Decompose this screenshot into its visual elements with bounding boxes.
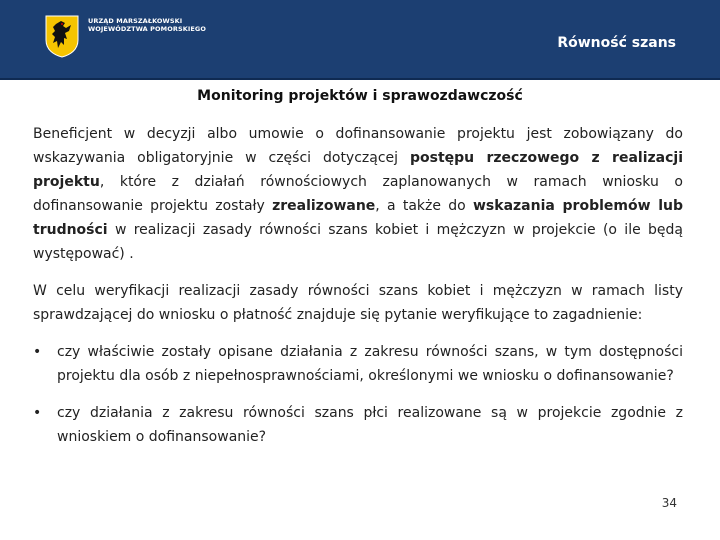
griffin-coat-of-arms-icon — [44, 14, 80, 58]
page-number: 34 — [661, 496, 677, 510]
org-line-2: WOJEWÓDZTWA POMORSKIEGO — [88, 25, 206, 33]
bullet-text: czy działania z zakresu równości szans płci realizowane są w projekcie zgodnie z wnioskiem o dofinansowanie? — [57, 405, 683, 445]
slide-body — [33, 122, 683, 462]
org-line-1: URZĄD MARSZAŁKOWSKI — [88, 17, 183, 25]
paragraph-1-bold-1: postępu rzeczowego z realizacji projektu — [33, 150, 683, 190]
list-item — [33, 340, 683, 388]
bullet-icon: • — [33, 344, 42, 360]
paragraph-1-text-3: , a także do — [375, 198, 473, 214]
paragraph-1-bold-2: zrealizowane — [272, 198, 376, 214]
organization-name — [88, 17, 206, 33]
paragraph-obligations — [33, 122, 683, 266]
bullet-list — [33, 340, 683, 449]
slide-subtitle: Monitoring projektów i sprawozdawczość — [197, 88, 523, 104]
section-title: Równość szans — [557, 35, 676, 51]
list-item — [33, 401, 683, 449]
paragraph-1-bold-3: wskazania problemów lub trudności — [33, 198, 684, 238]
header-bar — [0, 0, 720, 78]
paragraph-1-text-4: w realizacji zasady równości szans kobiet i mężczyzn w projekcie (o ile będą występować) . — [33, 222, 683, 262]
paragraph-verification: W celu weryfikacji realizacji zasady równości szans kobiet i mężczyzn w ramach listy sprawdzającej do wniosku o płatność znajduje się pytanie weryfikujące to zagadnienie: — [33, 283, 683, 323]
header-divider — [0, 78, 720, 80]
bullet-icon: • — [33, 405, 42, 421]
bullet-text: czy właściwie zostały opisane działania z zakresu równości szans, w tym dostępności projektu dla osób z niepełnosprawnościami, określonymi we wniosku o dofinansowanie? — [57, 344, 683, 384]
paragraph-1-text-1: Beneficjent w decyzji albo umowie o dofinansowanie projektu jest zobowiązany do wskazywania obligatoryjnie w części dotyczącej — [33, 126, 683, 166]
paragraph-1-text-2: , które z działań równościowych zaplanowanych w ramach wniosku o dofinansowanie projektu zostały — [33, 174, 683, 214]
